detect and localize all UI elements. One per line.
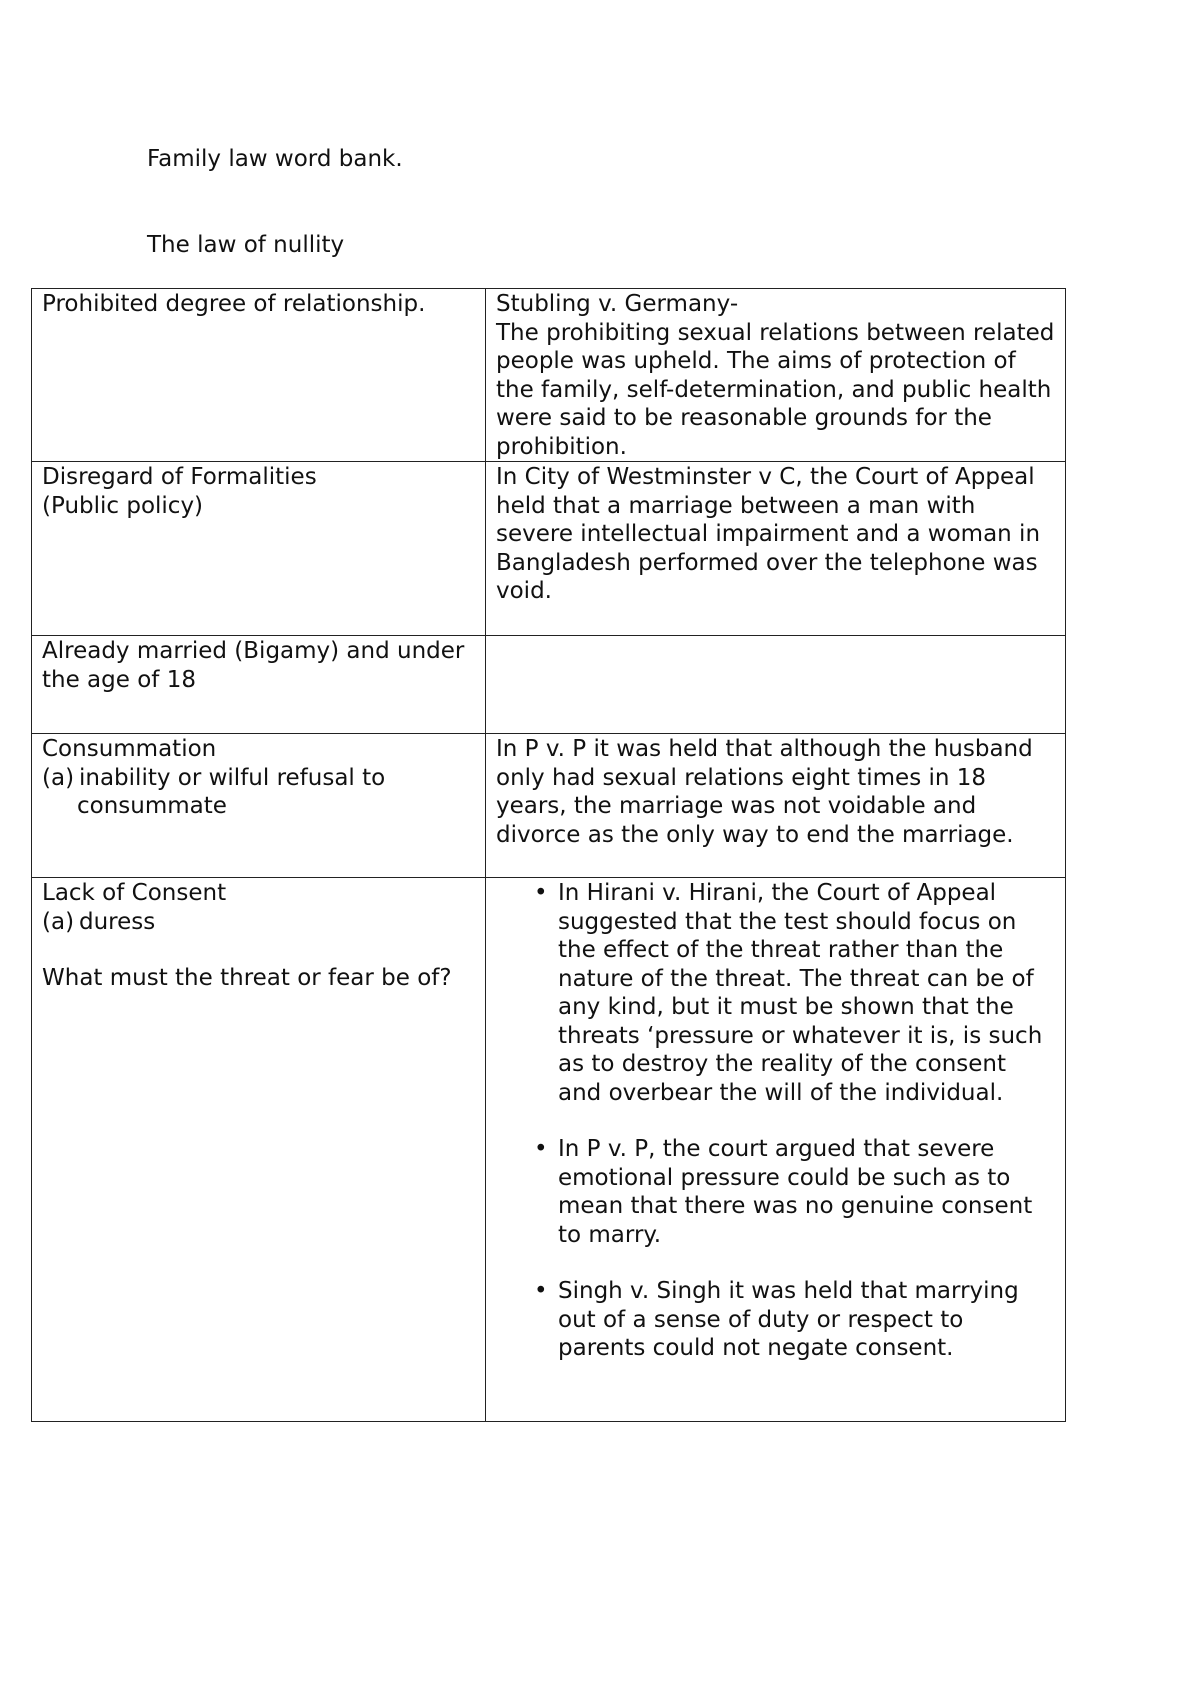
list-item: [496, 879, 1055, 1107]
table-row: [32, 462, 1066, 636]
term-cell: [32, 734, 486, 878]
case-description: In City of Westminster v C, the Court of Appeal held that a marriage between a man with severe intellectual impairment and a woman in Bangladesh performed over the telephone was void.: [496, 464, 1041, 604]
bullet-icon: •: [534, 880, 548, 906]
term-text: Already married (Bigamy) and under the age of 18: [42, 638, 465, 693]
term-cell: [32, 289, 486, 462]
case-cell: [486, 636, 1066, 734]
term-text: Lack of Consent: [42, 880, 227, 906]
term-text: Consummation: [42, 736, 217, 762]
list-item-text: In P v. P, the court argued that severe emotional pressure could be such as to mean that there was no genuine consent to marry.: [558, 1136, 1033, 1248]
case-cell: [486, 462, 1066, 636]
bullet-icon: •: [534, 1278, 548, 1304]
word-bank-table: [31, 288, 1066, 1422]
case-cell: [486, 878, 1066, 1422]
case-description: In P v. P it was held that although the husband only had sexual relations eight times in 18 years, the marriage was not voidable and divorce as the only way to end the marriage.: [496, 736, 1033, 848]
question-text: What must the threat or fear be of?: [42, 965, 452, 991]
term-text: Prohibited degree of relationship.: [42, 291, 426, 317]
document-title: Family law word bank.: [147, 146, 403, 172]
sub-item-text: duress: [79, 908, 156, 935]
sub-item: [42, 764, 475, 821]
list-item: [496, 1135, 1055, 1249]
section-heading: The law of nullity: [147, 232, 345, 258]
case-cell: [486, 734, 1066, 878]
term-cell: [32, 878, 486, 1422]
term-text: Disregard of Formalities: [42, 464, 317, 490]
case-cell: [486, 289, 1066, 462]
bullet-icon: •: [534, 1136, 548, 1162]
term-cell: [32, 636, 486, 734]
bullet-list: [496, 879, 1055, 1363]
case-description: The prohibiting sexual relations between related people was upheld. The aims of protection of the family, self-determination, and public health were said to be reasonable grounds for the prohibition.: [496, 319, 1055, 460]
table-row: [32, 734, 1066, 878]
list-item: [496, 1277, 1055, 1363]
sub-item-text: inability or wilful refusal to consummate: [77, 764, 386, 819]
term-note: (Public policy): [42, 492, 204, 519]
term-cell: [32, 462, 486, 636]
sub-item-label: (a): [42, 764, 75, 791]
sub-item: [42, 908, 475, 937]
table-row: [32, 636, 1066, 734]
case-heading: Stubling v. Germany-: [496, 291, 739, 317]
list-item-text: In Hirani v. Hirani, the Court of Appeal suggested that the test should focus on the effect of the threat rather than the nature of the threat. The threat can be of any kind, but it must be shown that the threats ‘pressure or whatever it is, is such as to destroy the reality of the consent and overbear the will of the individual.: [558, 880, 1043, 1106]
table-row: [32, 289, 1066, 462]
list-item-text: Singh v. Singh it was held that marrying out of a sense of duty or respect to parents could not negate consent.: [558, 1278, 1019, 1361]
spacer: [42, 936, 475, 964]
sub-item-label: (a): [42, 908, 75, 935]
table-row: [32, 878, 1066, 1422]
